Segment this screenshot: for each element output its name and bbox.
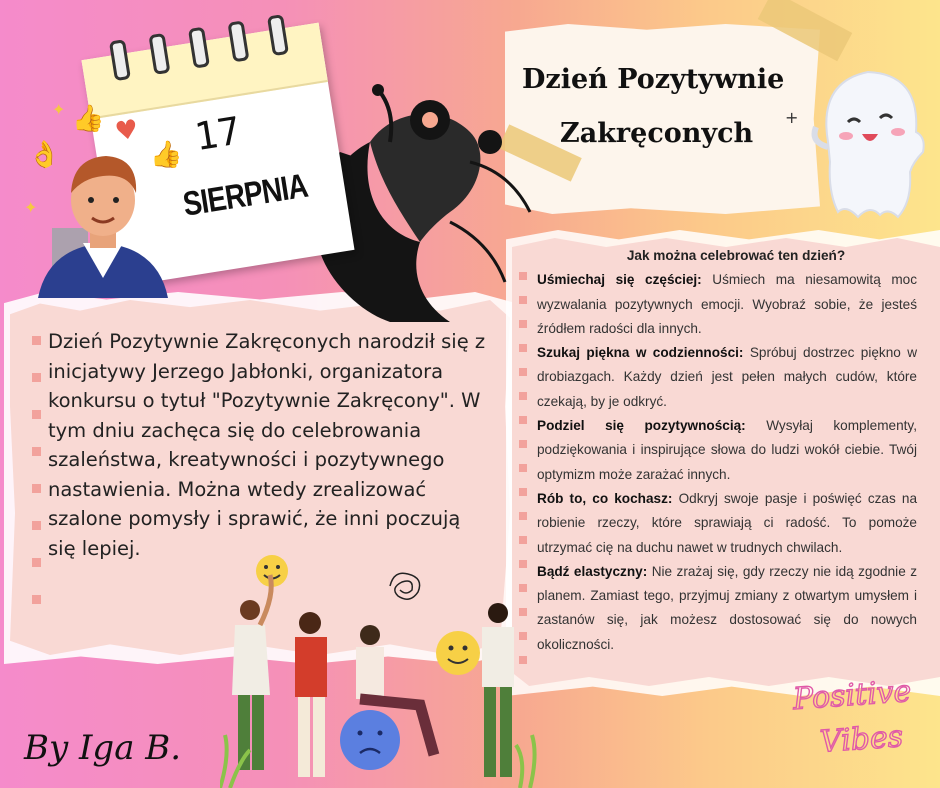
- thumbs-up-icon: 👍: [150, 140, 183, 170]
- tips-list: [537, 244, 917, 657]
- thumbs-up-icon: 👍: [72, 104, 105, 134]
- tip-title: Bądź elastyczny:: [537, 563, 648, 579]
- tip-item: [537, 341, 917, 414]
- sparkle-icon: +: [785, 108, 799, 127]
- tips-heading: Jak można celebrować ten dzień?: [626, 248, 846, 263]
- title-line-1: Dzień Pozytywnie: [522, 64, 785, 95]
- tip-text: Nie zrażaj się, gdy rzeczy nie idą zgodnie z planem. Zamiast tego, przyjmuj zmiany z otwartym umysłem i zastanów się, jak możesz dostosować się do nowych okoliczności.: [537, 563, 918, 652]
- title-line-2: Zakręconych: [560, 118, 754, 149]
- tip-text: Wysyłaj komplementy, podziękowania i inspirujące słowa do ludzi wokół ciebie. Twój optymizm może zarażać innych.: [537, 418, 917, 482]
- heart-icon: ♥: [112, 114, 141, 148]
- tip-item: [537, 560, 917, 657]
- tip-title: Podziel się pozytywnością:: [537, 418, 746, 434]
- man-avatar: [28, 138, 178, 298]
- tip-item: [537, 487, 917, 560]
- calendar-day: 17: [191, 108, 244, 160]
- tip-text: Spróbuj dostrzec piękno w drobiazgach. Każdy dzień jest pełen małych cudów, które czekają, by je odkryć.: [537, 345, 918, 409]
- ok-hand-icon: 👌: [28, 140, 61, 170]
- tip-text: Uśmiech ma niesamowitą moc wyzwalania pozytywnych emocji. Wyobraź sobie, że jesteś źródłem radości dla innych.: [537, 272, 917, 336]
- tip-item: [537, 414, 917, 487]
- tip-text: Odkryj swoje pasje i poświęć czas na robienie rzeczy, które sprawiają ci radość. To pomoże utrzymać cię na duchu nawet w trudnych chwilach.: [537, 490, 918, 555]
- tip-title: Szukaj piękna w codzienności:: [537, 345, 744, 361]
- ghost-mascot: [808, 52, 928, 220]
- intro-text: Dzień Pozytywnie Zakręconych narodził się z inicjatywy Jerzego Jabłonki, organizatora konkursu o tytuł "Pozytywnie Zakręcony". W tym dniu zachęca się do celebrowania szaleństwa, kreatywności i pozytywnego nastawienia. Można wtedy zrealizować szalone pomysły i sprawić, że inni poczują się lepiej.: [48, 330, 486, 560]
- positive-vibes-logo-line-1: Positive: [791, 673, 913, 718]
- calendar-month: SIERPNIA: [180, 166, 310, 224]
- tip-title: Rób to, co kochasz:: [537, 490, 673, 506]
- positive-vibes-logo-line-2: Vibes: [818, 719, 905, 760]
- intro-bullets: [32, 336, 46, 632]
- signature: By Iga B.: [24, 728, 182, 768]
- sparkle-icon: ✦: [52, 100, 66, 119]
- tip-title: Uśmiechaj się częściej:: [537, 272, 702, 288]
- tip-item: [537, 268, 917, 341]
- people-illustration: [220, 555, 540, 788]
- sparkle-icon: ✦: [24, 198, 38, 217]
